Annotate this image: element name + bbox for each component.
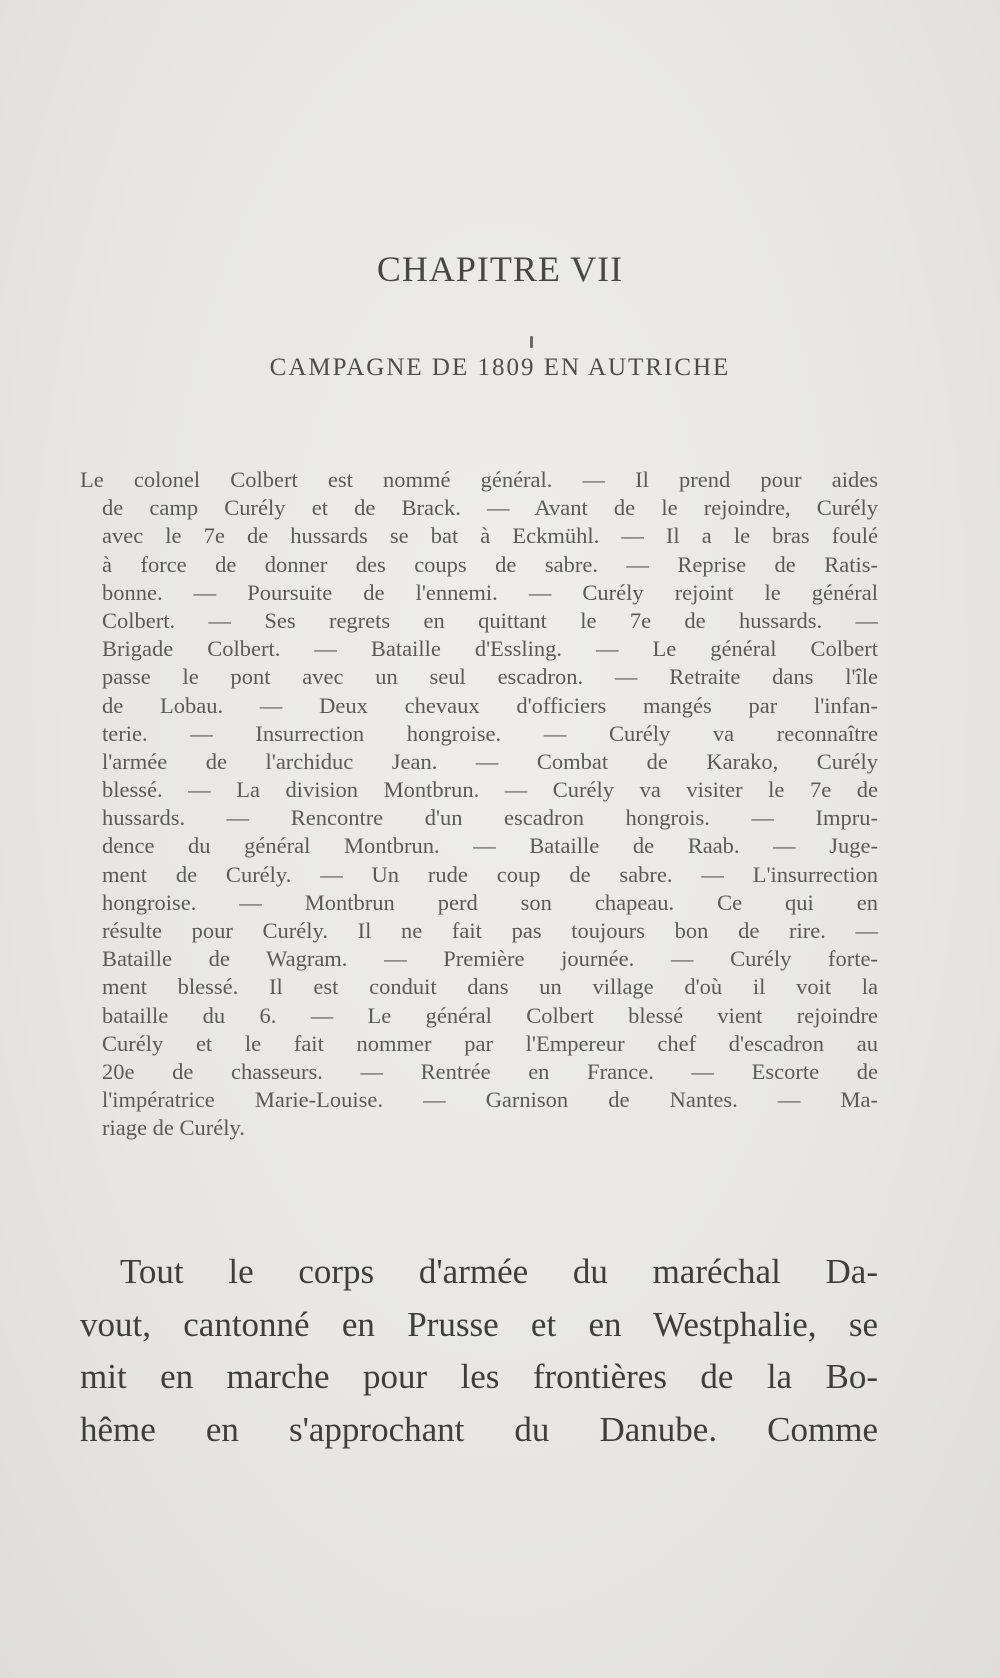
- summary-line: de camp Curély et de Brack. — Avant de le rejoindre, Curély: [102, 495, 878, 521]
- summary-line: ment de Curély. — Un rude coup de sabre. — L'insurrection: [102, 861, 878, 887]
- body-paragraph: [80, 1246, 878, 1456]
- summary-line: dence du général Montbrun. — Bataille de Raab. — Juge-: [102, 833, 878, 859]
- body-line: hême en s'approchant du Danube. Comme: [80, 1409, 878, 1449]
- summary-line: à force de donner des coups de sabre. — Reprise de Ratis-: [102, 551, 878, 577]
- summary-line: blessé. — La division Montbrun. — Curély va visiter le 7e de: [102, 777, 878, 803]
- summary-line: de Lobau. — Deux chevaux d'officiers mangés par l'infan-: [102, 692, 878, 718]
- summary-line: l'armée de l'archiduc Jean. — Combat de Karako, Curély: [102, 748, 878, 774]
- chapter-subtitle: CAMPAGNE DE 1809 EN AUTRICHE: [269, 354, 731, 381]
- summary-line: avec le 7e de hussards se bat à Eckmühl. — Il a le bras foulé: [102, 523, 878, 549]
- body-line: Tout le corps d'armée du maréchal Da-: [120, 1252, 878, 1291]
- summary-line: Brigade Colbert. — Bataille d'Essling. — Le général Colbert: [102, 636, 878, 662]
- summary-line: terie. — Insurrection hongroise. — Curély va reconnaître: [102, 720, 878, 746]
- summary-line: Colbert. — Ses regrets en quittant le 7e de hussards. —: [102, 607, 878, 633]
- ink-mark: [530, 336, 533, 348]
- summary-line: bataille du 6. — Le général Colbert blessé vient rejoindre: [102, 1002, 878, 1028]
- chapter-summary: [80, 466, 878, 1143]
- summary-line: Le colonel Colbert est nommé général. — Il prend pour aides: [80, 467, 878, 492]
- summary-line: l'impératrice Marie-Louise. — Garnison de Nantes. — Ma-: [102, 1087, 878, 1113]
- summary-line: bonne. — Poursuite de l'ennemi. — Curély rejoint le général: [102, 579, 878, 605]
- summary-line: Bataille de Wagram. — Première journée. — Curély forte-: [102, 946, 878, 972]
- summary-line: résulte pour Curély. Il ne fait pas toujours bon de rire. —: [102, 918, 878, 943]
- summary-line: hongroise. — Montbrun perd son chapeau. Ce qui en: [102, 889, 878, 915]
- body-line: mit en marche pour les frontières de la Bo-: [80, 1357, 878, 1396]
- summary-line: 20e de chasseurs. — Rentrée en France. — Escorte de: [102, 1058, 878, 1084]
- summary-line: Curély et le fait nommer par l'Empereur chef d'escadron au: [102, 1030, 878, 1056]
- summary-line: hussards. — Rencontre d'un escadron hongrois. — Impru-: [102, 805, 878, 831]
- summary-line: riage de Curély.: [102, 1115, 245, 1141]
- summary-line: passe le pont avec un seul escadron. — Retraite dans l'île: [102, 664, 878, 690]
- body-line: vout, cantonné en Prusse et en Westphalie, se: [80, 1304, 878, 1344]
- chapter-title: CHAPITRE VII: [376, 249, 624, 289]
- summary-line: ment blessé. Il est conduit dans un village d'où il voit la: [102, 974, 878, 1000]
